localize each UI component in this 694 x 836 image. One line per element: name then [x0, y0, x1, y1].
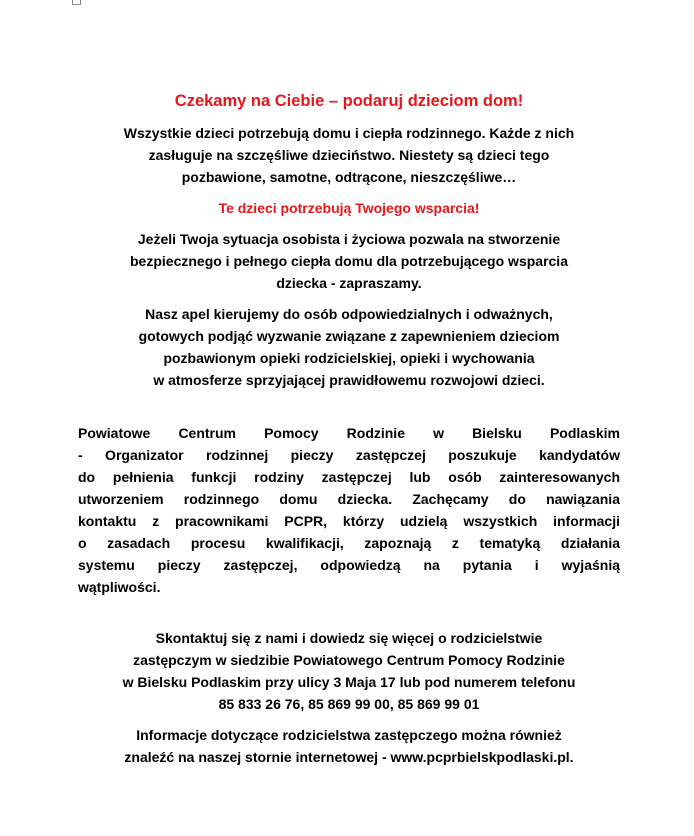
organizer-line: do pełnienia funkcji rodziny zastępczej lub osób zainteresowanych [78, 469, 620, 485]
organizer-line: o zasadach procesu kwalifikacji, zapoznają z tematyką działania [78, 535, 620, 551]
intro-line: zasługuje na szczęśliwe dzieciństwo. Niestety są dzieci tego [148, 147, 550, 163]
organizer-line: systemu pieczy zastępczej, odpowiedzą na pytania i wyjaśnią [78, 557, 620, 573]
organizer-line: kontaktu z pracownikami PCPR, którzy udzielą wszystkich informacji [78, 513, 620, 529]
contact-line: zastępczym w siedzibie Powiatowego Centrum Pomocy Rodzinie [133, 652, 565, 668]
document-title: Czekamy na Ciebie – podaruj dzieciom dom! [174, 92, 524, 110]
website-line: znaleźć na naszej stornie internetowej - www.pcprbielskpodlaski.pl. [124, 749, 574, 765]
contact-phone-numbers: 85 833 26 76, 85 869 99 00, 85 869 99 01 [218, 696, 480, 712]
appeal-line: Nasz apel kierujemy do osób odpowiedzialnych i odważnych, [145, 306, 553, 322]
organizer-line: - Organizator rodzinnej pieczy zastępczej poszukuje kandydatów [78, 447, 620, 463]
invitation-line: Jeżeli Twoja sytuacja osobista i życiowa pozwala na stworzenie [137, 231, 561, 247]
website-line: Informacje dotyczące rodzicielstwa zastępczego można również [136, 727, 562, 743]
intro-paragraph [78, 122, 620, 188]
page-corner-marker [72, 0, 81, 5]
appeal-line: pozbawionym opieki rodzicielskiej, opieki i wychowania [163, 350, 535, 366]
contact-line: w Bielsku Podlaskim przy ulicy 3 Maja 17 lub pod numerem telefonu [122, 674, 576, 690]
contact-line: Skontaktuj się z nami i dowiedz się więcej o rodzicielstwie [155, 630, 543, 646]
appeal-line: gotowych podjąć wyzwanie związane z zapewnieniem dzieciom [138, 328, 560, 344]
organizer-paragraph [78, 422, 620, 598]
organizer-line: utworzeniem rodzinnego domu dziecka. Zachęcamy do nawiązania [78, 491, 620, 507]
intro-line: Wszystkie dzieci potrzebują domu i ciepła rodzinnego. Każde z nich [123, 125, 575, 141]
invitation-paragraph [78, 228, 620, 294]
appeal-paragraph [78, 303, 620, 391]
invitation-line: dziecka - zapraszamy. [276, 275, 422, 291]
organizer-line: Powiatowe Centrum Pomocy Rodzinie w Bielsku Podlaskim [78, 425, 620, 441]
website-paragraph [78, 724, 620, 768]
contact-paragraph [78, 627, 620, 715]
subtitle: Te dzieci potrzebują Twojego wsparcia! [218, 200, 480, 216]
invitation-line: bezpiecznego i pełnego ciepła domu dla potrzebującego wsparcia [130, 253, 568, 269]
intro-line: pozbawione, samotne, odtrącone, nieszczęśliwe… [181, 169, 517, 185]
organizer-line: wątpliwości. [78, 579, 161, 595]
appeal-line: w atmosferze sprzyjającej prawidłowemu rozwojowi dzieci. [153, 372, 545, 388]
